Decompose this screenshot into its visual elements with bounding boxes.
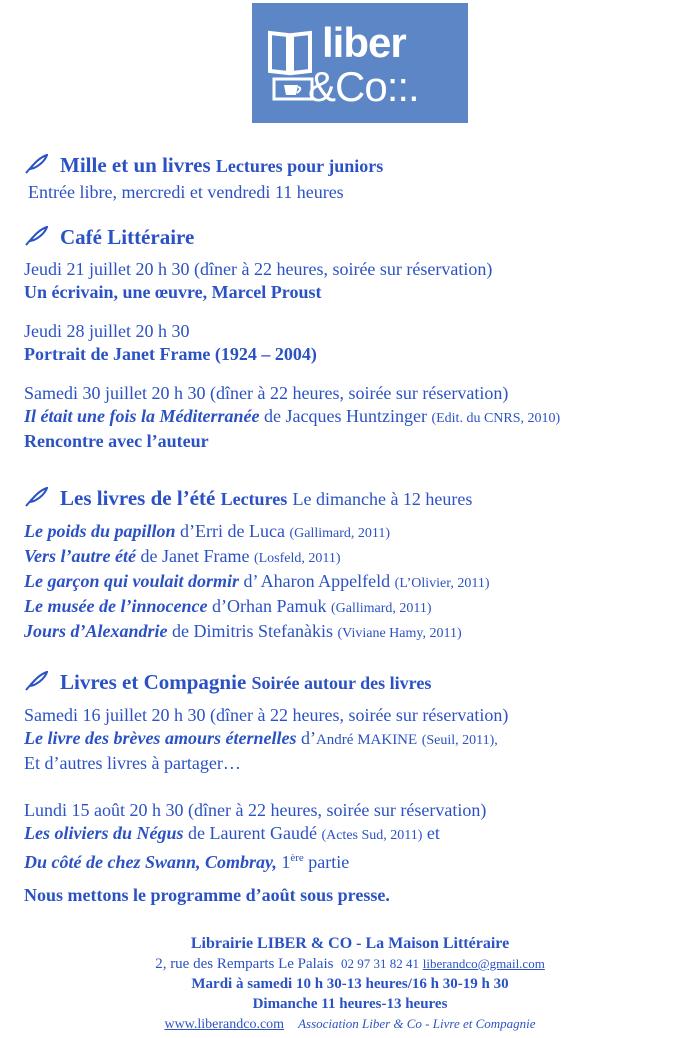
section-title: Mille et un livres <box>60 153 211 177</box>
logo-text-co: &Co::. <box>308 63 419 110</box>
quill-icon <box>24 226 48 246</box>
section-title: Les livres de l’été <box>60 486 216 510</box>
list-item: Le poids du papillon d’Erri de Luca (Gallimard, 2011) <box>24 521 391 541</box>
event-book: Les oliviers du Négus de Laurent Gaudé (Actes Sud, 2011) et <box>24 823 440 843</box>
footer <box>0 934 700 1035</box>
opening-hours: Mardi à samedi 10 h 30-13 heures/16 h 30-19 h 30 <box>191 976 509 992</box>
section-subtitle: Lectures pour juniors <box>215 156 384 176</box>
opening-hours-sunday: Dimanche 11 heures-13 heures <box>252 996 448 1012</box>
event-date: Samedi 30 juillet 20 h 30 (dîner à 22 heures, soirée sur réservation) <box>24 383 509 403</box>
logo-text-liber: liber <box>322 19 406 66</box>
event-date: Lundi 15 août 20 h 30 (dîner à 22 heures, soirée sur réservation) <box>24 800 487 820</box>
event-date: Samedi 16 juillet 20 h 30 (dîner à 22 heures, soirée sur réservation) <box>24 705 509 725</box>
program-content <box>24 150 684 907</box>
event-extra: Et d’autres livres à partager… <box>24 753 241 773</box>
quill-icon <box>24 671 48 691</box>
event-book: Il était une fois la Méditerranée de Jacques Huntzinger (Edit. du CNRS, 2010) <box>24 406 561 426</box>
book-list <box>24 520 684 645</box>
announcement: Nous mettons le programme d’août sous presse. <box>24 885 390 905</box>
website-link[interactable]: www.liberandco.com <box>164 1017 285 1032</box>
shop-phone: 02 97 31 82 41 <box>340 956 419 971</box>
section-subtitle-2: Le dimanche à 12 heures <box>292 489 473 509</box>
list-item: Le musée de l’innocence d’Orhan Pamuk (Gallimard, 2011) <box>24 596 432 616</box>
event-extra: Rencontre avec l’auteur <box>24 431 209 451</box>
event-date: Jeudi 28 juillet 20 h 30 <box>24 321 190 341</box>
section-heading-ete <box>24 483 684 514</box>
section-title: Café Littéraire <box>60 225 195 249</box>
logo <box>252 3 468 123</box>
event-title: Portrait de Janet Frame (1924 – 2004) <box>24 344 317 364</box>
list-item: Vers l’autre été de Janet Frame (Losfeld, 2011) <box>24 546 341 566</box>
association-name: Association Liber & Co - Livre et Compagnie <box>298 1016 536 1031</box>
section-heading-cafe <box>24 222 684 252</box>
event-date: Jeudi 21 juillet 20 h 30 (dîner à 22 heures, soirée sur réservation) <box>24 259 493 279</box>
shop-address: 2, rue des Remparts Le Palais 02 97 31 82 41 liberandco@gmail.com <box>155 956 545 972</box>
quill-icon <box>24 487 48 507</box>
email-link[interactable]: liberandco@gmail.com <box>422 956 545 971</box>
shop-name: Librairie LIBER & CO - La Maison Littéraire <box>190 935 510 952</box>
event-book: Du côté de chez Swann, Combray, 1ère partie <box>24 852 350 872</box>
footer-bottom <box>0 1014 700 1035</box>
section-title: Livres et Compagnie <box>60 670 247 694</box>
info-line: Entrée libre, mercredi et vendredi 11 heures <box>28 182 344 202</box>
section-heading-compagnie <box>24 667 684 698</box>
section-heading-mille <box>24 150 684 181</box>
quill-icon <box>24 154 48 174</box>
event-book: Le livre des brèves amours éternelles d’André MAKINE (Seuil, 2011), <box>24 728 498 748</box>
section-subtitle: Lectures <box>220 489 288 509</box>
section-subtitle: Soirée autour des livres <box>251 673 432 693</box>
list-item: Le garçon qui voulait dormir d’ Aharon Appelfeld (L’Olivier, 2011) <box>24 571 490 591</box>
event-title: Un écrivain, une œuvre, Marcel Proust <box>24 282 322 302</box>
book-cup-icon <box>266 23 314 103</box>
list-item: Jours d’Alexandrie de Dimitris Stefanàkis (Viviane Hamy, 2011) <box>24 621 462 641</box>
